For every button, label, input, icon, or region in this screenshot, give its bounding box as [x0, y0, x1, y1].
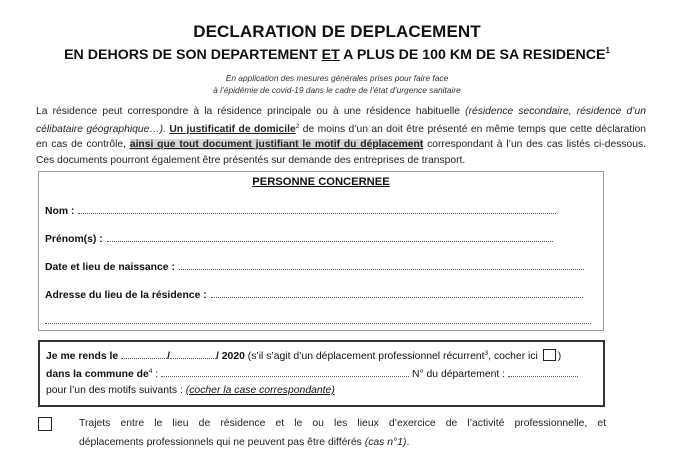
section-title: PERSONNE CONCERNEE [252, 176, 390, 188]
department-input[interactable] [508, 367, 578, 377]
trip-date-row [46, 349, 561, 362]
residence-address-input-2[interactable] [45, 314, 591, 324]
intro-text-1: La résidence peut correspondre à la résidence principale ou à une résidence habituelle [36, 106, 466, 117]
commune-label: dans la commune de [46, 369, 149, 380]
intro-paragraph [36, 104, 646, 168]
birth-date-place-field[interactable] [45, 260, 584, 273]
intro-italic: (résidence secondaire, résidence d’un célibataire géographique…). [36, 106, 646, 136]
reasons-row [46, 385, 335, 396]
field-label: Nom : [45, 206, 75, 217]
subtitle-part-1: EN DEHORS DE SON DEPARTEMENT [64, 47, 322, 63]
going-label: Je me rends le [46, 351, 122, 362]
reason-text-line-1: Trajets entre le lieu de résidence et le ou les lieux d’exercice de l’activité professionnelle, et [79, 418, 606, 429]
commune-input[interactable] [161, 367, 409, 377]
reasons-label: pour l’un des motifs suivants : [46, 385, 186, 396]
proof-of-residence: Un justificatif de domicile [169, 124, 296, 136]
close-paren: ) [557, 351, 562, 362]
field-label: Prénom(s) : [45, 234, 103, 245]
document-title: DECLARATION DE DEPLACEMENT [193, 22, 481, 41]
reason-text-line-2: déplacements professionnels qui ne peuvent pas être différés [79, 437, 365, 448]
reason-checkbox-1[interactable] [38, 417, 52, 431]
recurring-trip-checkbox[interactable] [543, 349, 556, 361]
reason-case: (cas n°1) [364, 437, 407, 448]
residence-address-input[interactable] [211, 288, 583, 298]
department-label: N° du département : [409, 369, 506, 380]
reason-option-1 [79, 414, 606, 452]
colon: : [152, 369, 159, 380]
subtitle-part-2: A PLUS DE 100 KM DE SA RESIDENCE [339, 47, 606, 63]
period: . [406, 437, 410, 448]
residence-address-field[interactable] [45, 288, 583, 301]
footnote-ref: 1 [605, 46, 610, 55]
day-input[interactable] [121, 349, 167, 359]
commune-row [46, 367, 578, 380]
recurring-note: (s’il s’agit d’un déplacement professionnel récurrent [244, 351, 485, 362]
intro-text-2: de moins d’un an doit être présenté en même temps que cette déclaration en cas de contrôle, [36, 124, 646, 151]
birth-date-place-input[interactable] [179, 260, 584, 270]
subtitle-underlined: ET [321, 47, 340, 63]
footnote-ref: 2 [295, 123, 300, 131]
footnote-ref: 3 [484, 350, 489, 357]
justification-highlight: ainsi que tout document justifiant le motif du déplacement [129, 139, 424, 151]
trip-section [38, 340, 605, 407]
date-separator: / [167, 351, 170, 362]
footnote-ref: 4 [148, 368, 153, 375]
last-name-input[interactable] [78, 204, 556, 214]
first-name-field[interactable] [45, 232, 553, 245]
year-label: / 2020 [215, 351, 245, 362]
legal-note-line-1: En application des mesures générales prises pour faire face [225, 73, 449, 83]
last-name-field[interactable] [45, 204, 556, 217]
residence-address-line-2[interactable] [45, 314, 591, 324]
intro-text-3: correspondant à l’un des cas listés ci-dessous. Ces documents pourront également être présentés sur demande des entreprises de transport. [36, 139, 646, 166]
legal-note-line-2: à l’épidémie de covid-19 dans le cadre de l’état d’urgence sanitaire [213, 85, 461, 95]
month-input[interactable] [170, 349, 216, 359]
first-name-input[interactable] [107, 232, 553, 242]
field-label: Date et lieu de naissance : [45, 262, 175, 273]
person-section [38, 171, 604, 331]
document-subtitle [0, 46, 674, 63]
recurring-check-label: , cocher ici [488, 351, 541, 362]
reasons-hint: (cocher la case correspondante) [185, 385, 335, 396]
field-label: Adresse du lieu de la résidence : [45, 290, 207, 301]
